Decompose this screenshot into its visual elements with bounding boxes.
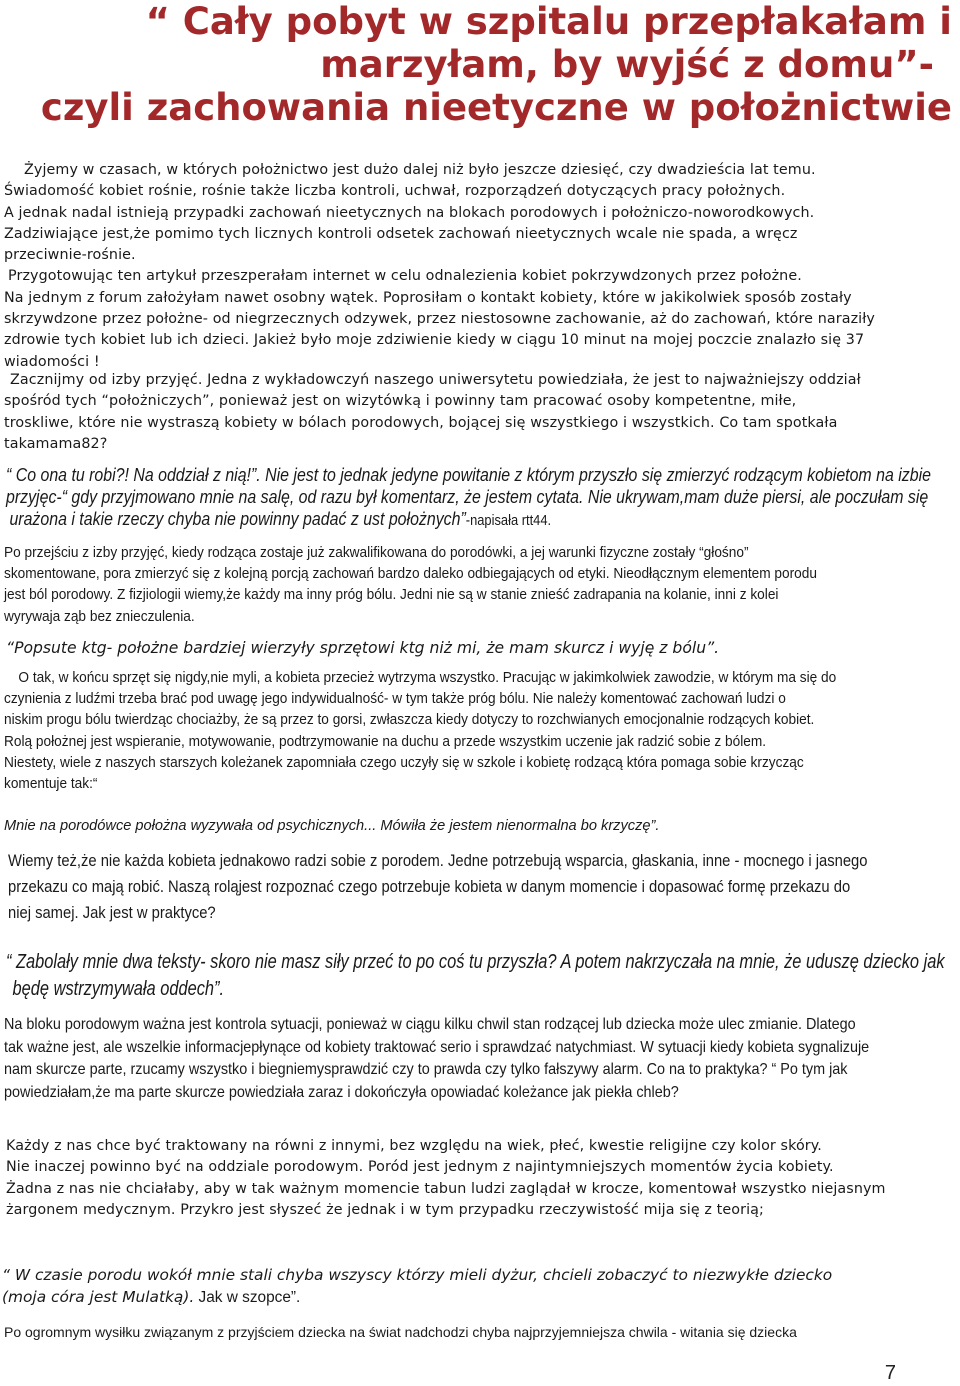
text-line: jest ból porodowy. Z fizjiologii wiemy,że każdy ma inny próg bólu. Jedni nie są w stanie znieść zadrapania na kolanie, inni z kolei <box>4 586 779 604</box>
delivery-paragraph <box>4 542 956 627</box>
quote-psychic <box>4 816 956 836</box>
intro-paragraph <box>4 160 956 373</box>
title-line-2: marzyłam, by wyjść z domu”- <box>320 43 934 86</box>
text-line <box>2 1286 954 1309</box>
text-line: Niestety, wiele z naszych starszych koleżanek zapomniała czego uczyły się w szkole i kobietę rodzącą która pomaga sobie krzycząc <box>4 753 804 771</box>
quote-nativity <box>2 1264 954 1309</box>
text-line: Przygotowując ten artykuł przeszperałam internet w celu odnalezienia kobiet pokrzywdzonych przez położne. <box>8 268 802 285</box>
text-line: A jednak nadal istnieją przypadki zachowań nieetycznych na blokach porodowych i położniczo-noworodkowych. <box>4 204 815 221</box>
text-line: Po ogromnym wysiłku związanym z przyjściem dziecka na świat nadchodzi chyba najprzyjemniejsza chwila - witania się dziecka <box>4 1324 797 1340</box>
text-line: nam skurcze parte, rzucamy wszystko i biegniemysprawdzić czy to prawda czy tylko fałszywy alarm. Co na to praktyka? “ Po tym jak <box>4 1061 848 1078</box>
text-line: będę wstrzymywała oddech”. <box>12 978 225 1000</box>
text-line: “ W czasie porodu wokół mnie stali chyba wszyscy którzy mieli dyżur, chcieli zobaczyć to niezwykłe dziecko <box>2 1266 833 1284</box>
quote-text: urażona i takie rzeczy chyba nie powinny padać z ust położnych” <box>9 508 466 529</box>
quote-admission <box>6 464 960 532</box>
ward-paragraph <box>4 1014 956 1104</box>
text-line: zdrowie tych kobiet lub ich dzieci. Jakież było moje zdziwienie kiedy w ciągu 10 minut na mojej poczcie znalazło się 37 <box>4 332 865 349</box>
text-line: komentuje tak:“ <box>4 775 98 793</box>
text-line: wiadomości ! <box>4 353 100 370</box>
text-line: Na bloku porodowym ważna jest kontrola sytuacji, ponieważ w ciągu kilku chwil stan rodzącej lub dziecka może ulec zmianie. Dlatego <box>4 1016 856 1033</box>
text-line: “ Co ona tu robi?! Na oddział z nią!”. Nie jest to jednak jedyne powitanie z którym przyszło się zmierzyć rodzącym kobietom na izbie <box>6 464 931 485</box>
text-line <box>6 508 960 532</box>
text-line: przekazu co mają robić. Naszą roląjest rozpoznać czego potrzebuje kobieta w danym momencie i dopasować formę przekazu do <box>8 877 851 896</box>
text-line: Po przejściu z izby przyjęć, kiedy rodząca zostaje już zakwalifikowana do porodówki, a jej warunki fizyczne zostały “głośno” <box>4 544 749 561</box>
text-line: skrzywdzone przez położne- od niegrzecznych odzywek, przez niestosowne zachowanie, aż do zachowań, które naraziły <box>4 311 875 328</box>
text-line: takamama82? <box>4 435 108 452</box>
title-line-1: “ Cały pobyt w szpitalu przepłakałam i <box>145 0 952 43</box>
text-line: Mnie na porodówce położna wyzywała od psychicznych... Mówiła że jestem nienormalna bo krzyczę”. <box>4 818 660 834</box>
text-line: Wiemy też,że nie każda kobieta jednakowo radzi sobie z porodem. Jedne potrzebują wsparcia, głaskania, inne - mocnego i jasnego <box>8 851 868 870</box>
text-line: żargonem medycznym. Przykro jest słyszeć że jednak i w tym przypadku rzeczywistość mija się z teorią; <box>6 1201 764 1218</box>
quote-text: (moja córa jest Mulatką). <box>2 1288 195 1306</box>
quote-author: -napisała rtt44. <box>465 512 552 529</box>
text-line: Żyjemy w czasach, w których położnictwo jest dużo dalej niż było jeszcze dziesięć, czy dwadzieścia lat temu. <box>24 162 816 178</box>
text-line: Rolą położnej jest wspieranie, motywowanie, podtrzymowanie na duchu a przede wszystkim uczenie jak radzić sobie z bólem. <box>4 732 767 750</box>
text-line: troskliwe, które nie wystraszą kobiety w bólach porodowych, bojącej się wszystkiego i wszystkich. Co tam spotkała <box>4 414 838 431</box>
text-line: czynienia z ludźmi trzeba brać pod uwagę jego indywidualność- w tym także próg bólu. Nie należy komentować zachowań ludzi o <box>4 690 786 708</box>
text-line: Żadna z nas nie chciałaby, aby w tak ważnym momencie tabun ludzi zaglądał w krocze, komentował wszystko niejasnym <box>6 1180 886 1197</box>
text-line: przeciwnie-rośnie. <box>4 247 136 264</box>
text-line: Na jednym z forum założyłam nawet osobny wątek. Poprosiłam o kontakt kobiety, które w jakikolwiek sposób zostały <box>4 289 852 306</box>
quote-breathing <box>6 949 957 1003</box>
text-line: tak ważne jest, ale wszelkie informacjepłynące od kobiety traktować serio i sprawdzać natychmiast. W sytuacji kiedy kobieta sygnalizuje <box>4 1038 870 1056</box>
text-line: wyrywaja ząb bez znieczulenia. <box>4 607 195 625</box>
page-number: 7 <box>884 1362 896 1384</box>
quote-text-end: Jak w szopce”. <box>194 1289 301 1306</box>
text-line: O tak, w końcu sprzęt się nigdy,nie myli, a kobieta przecież wytrzyma wszystko. Pracując w jakimkolwiek zawodzie, w którym ma się do <box>18 669 837 686</box>
equipment-paragraph <box>4 667 956 794</box>
title-line-3: czyli zachowania nieetyczne w położnictwie <box>40 86 952 129</box>
text-line: Zadziwiające jest,że pomimo tych licznych kontroli odsetek zachowań nieetycznych wcale nie spada, a wręcz <box>4 225 798 242</box>
text-line: spośród tych “położniczych”, ponieważ jest on wizytówką i powinny tam pracować osoby kompetentne, miłe, <box>4 393 797 410</box>
text-line: Zacznijmy od izby przyjęć. Jedna z wykładowczyń naszego uniwersytetu powiedziała, że jest to najważniejszy oddział <box>10 372 861 388</box>
text-line: Każdy z nas chce być traktowany na równi z innymi, bez względu na wiek, płeć, kwestie religijne czy kolor skóry. <box>6 1138 822 1154</box>
text-line: niskim progu bólu twierdząc chociażby, że są przez to gorsi, zwłaszcza kiedy dotyczy to rozchwianych emocjonalnie rodzących kobiet. <box>4 711 815 729</box>
text-line: niej samej. Jak jest w praktyce? <box>8 903 216 922</box>
text-line: skomentowane, pora zmierzyć się z kolejną porcją zachowań bardzo daleko odbiegających od etyki. Nieodłącznym elementem porodu <box>4 565 817 583</box>
text-line: przyjęc-“ gdy przyjmowano mnie na salę, od razu był komentarz, że jestem cytata. Nie ukrywam,mam duże piersi, ale poczułam się <box>6 486 929 507</box>
closing-paragraph <box>4 1322 956 1342</box>
text-line: “ Zabolały mnie dwa teksty- skoro nie masz siły przeć to po coś tu przyszła? A potem nakrzyczała na mnie, że uduszę dziecko jak <box>6 951 945 973</box>
text-line: powiedziałam,że ma parte skurcze powiedziała zaraz i dokończyła opowiadać koleżance jak piekła chleb? <box>4 1083 679 1101</box>
text-line: Nie inaczej powinno być na oddziale porodowym. Poród jest jednym z najintymniejszych momentów życia kobiety. <box>6 1159 834 1176</box>
article-title <box>20 0 952 129</box>
equality-paragraph <box>6 1136 958 1221</box>
quote-ktg <box>6 638 958 658</box>
admission-paragraph <box>4 370 956 455</box>
support-paragraph <box>8 848 958 926</box>
text-line: “Popsute ktg- położne bardziej wierzyły sprzętowi ktg niż mi, że mam skurcz i wyję z bólu”. <box>6 639 720 657</box>
text-line: Świadomość kobiet rośnie, rośnie także liczba kontroli, uchwał, rozporządzeń dotyczących pracy położnych. <box>4 183 786 200</box>
